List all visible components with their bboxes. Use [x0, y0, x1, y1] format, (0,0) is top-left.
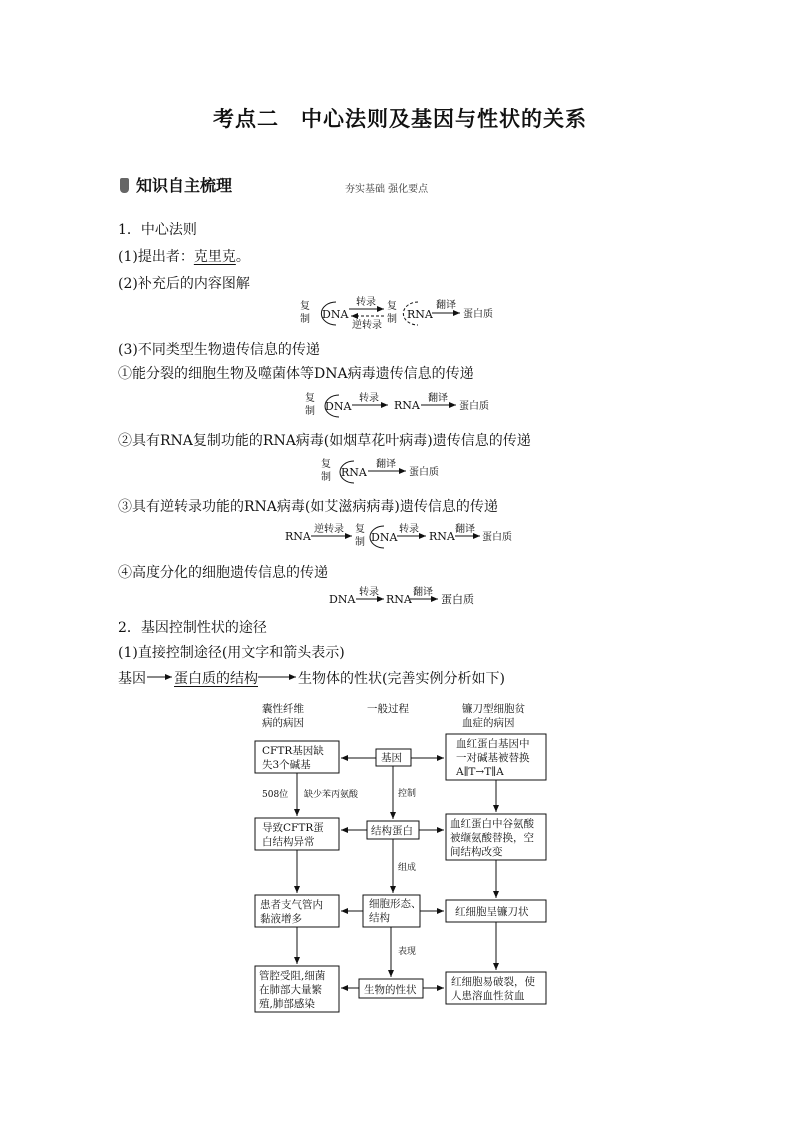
right-2-b: 被缬氨酸替换，空: [450, 832, 534, 844]
dogma-transcription: 转录: [356, 297, 376, 308]
left-label-phe: 缺少苯丙氨酸: [304, 790, 359, 800]
left-2-b: 白结构异常: [262, 836, 315, 848]
dogma-zhi: 制: [300, 314, 310, 325]
full-dogma-diagram: [300, 295, 493, 331]
item-1-heading: 1．中心法则: [118, 222, 197, 238]
left-4-c: 殖,肺部感染: [259, 998, 315, 1010]
left-1-b: 失3个碱基: [262, 759, 311, 771]
flow-header-left-2: 病的病因: [262, 717, 304, 729]
c1-rna: RNA: [394, 399, 420, 412]
c2-protein: 蛋白质: [409, 467, 439, 478]
direct-path-answer: 蛋白质的结构: [174, 671, 258, 687]
left-3-b: 黏液增多: [260, 913, 302, 925]
left-2-a: 导致CFTR蛋: [262, 822, 324, 834]
dogma-fu: 复: [300, 301, 310, 312]
section-heading: 知识自主梳理: [136, 176, 233, 195]
left-1-a: CFTR基因缺: [262, 745, 324, 757]
mid-cell-1: 细胞形态、: [369, 898, 422, 910]
c3-zhi: 制: [355, 537, 365, 548]
c1-dna: DNA: [325, 400, 352, 413]
left-3-a: 患者支气管内: [260, 899, 323, 911]
dogma-zhi-2: 制: [387, 314, 397, 325]
flow-header-right-2: 血症的病因: [462, 717, 515, 729]
mid-label-control: 控制: [398, 789, 417, 799]
c4-transcription: 转录: [359, 587, 379, 598]
right-4-b: 人患溶血性贫血: [451, 990, 525, 1002]
dogma-fu-2: 复: [387, 301, 397, 312]
c3-protein: 蛋白质: [482, 532, 512, 543]
c4-dna: DNA: [329, 593, 356, 606]
case-2: ②具有RNA复制功能的RNA病毒(如烟草花叶病毒)遗传信息的传递: [118, 433, 531, 449]
c3-reverse: 逆转录: [314, 524, 344, 535]
mid-trait: 生物的性状: [364, 984, 417, 996]
dogma-translation: 翻译: [436, 300, 456, 311]
mid-label-express: 表现: [398, 947, 417, 957]
c3-rna-2: RNA: [429, 530, 455, 543]
right-1-c: A∥T→T∥A: [456, 766, 504, 778]
dogma-rna: RNA: [407, 308, 433, 321]
flow-header-left-1: 囊性纤维: [262, 703, 304, 715]
c2-fu: 复: [321, 459, 331, 470]
right-4-a: 红细胞易破裂，使: [451, 976, 535, 988]
flow-header-mid: 一般过程: [367, 703, 409, 715]
dogma-protein: 蛋白质: [463, 309, 493, 320]
mid-cell-2: 结构: [369, 912, 390, 924]
c3-fu: 复: [355, 524, 365, 535]
section-subheading: 夯实基础 强化要点: [345, 184, 429, 195]
direct-path-gene: 基因: [118, 671, 146, 687]
dna-virus-diagram: [305, 391, 489, 417]
item-1-1-prefix: (1)提出者：: [118, 249, 194, 265]
c3-transcription: 转录: [399, 524, 419, 535]
c1-transcription: 转录: [359, 393, 379, 404]
case-3: ③具有逆转录功能的RNA病毒(如艾滋病病毒)遗传信息的传递: [118, 499, 498, 515]
c1-translation: 翻译: [428, 393, 448, 404]
left-label-508: 508位: [262, 790, 289, 800]
c3-translation: 翻译: [455, 524, 475, 535]
item-1-2: (2)补充后的内容图解: [118, 276, 250, 292]
c4-protein: 蛋白质: [441, 593, 474, 606]
c1-fu: 复: [305, 393, 315, 404]
c1-protein: 蛋白质: [459, 401, 489, 412]
right-3: 红细胞呈镰刀状: [455, 906, 529, 918]
mid-protein: 结构蛋白: [371, 825, 413, 837]
item-1-3: (3)不同类型生物遗传信息的传递: [118, 342, 320, 358]
case-1: ①能分裂的细胞生物及噬菌体等DNA病毒遗传信息的传递: [118, 366, 474, 382]
c2-zhi: 制: [321, 472, 331, 483]
c2-translation: 翻译: [376, 459, 396, 470]
case-4: ④高度分化的细胞遗传信息的传递: [118, 565, 328, 581]
rna-replication-diagram: [321, 457, 439, 483]
left-4-b: 在肺部大量繁: [259, 984, 322, 996]
c3-rna: RNA: [285, 530, 311, 543]
mid-gene: 基因: [381, 752, 402, 764]
differentiated-cell-diagram: [329, 585, 474, 606]
c3-dna: DNA: [371, 531, 398, 544]
item-1-1-answer: 克里克: [193, 249, 236, 265]
c4-translation: 翻译: [413, 587, 433, 598]
right-1-a: 血红蛋白基因中: [456, 738, 530, 750]
item-2-heading: 2．基因控制性状的途径: [118, 620, 267, 636]
reverse-transcription-diagram: [285, 522, 512, 548]
c4-rna: RNA: [386, 593, 412, 606]
right-1-b: 一对碱基被替换: [456, 752, 530, 764]
right-2-a: 血红蛋白中谷氨酸: [450, 818, 534, 830]
direct-path-trait: 生物体的性状(完善实例分析如下): [298, 671, 505, 687]
c2-rna: RNA: [341, 466, 367, 479]
mid-label-compose: 组成: [398, 863, 417, 873]
item-2-1: (1)直接控制途径(用文字和箭头表示): [118, 645, 345, 661]
right-2-c: 间结构改变: [450, 846, 503, 858]
flowchart: [255, 702, 546, 1012]
dogma-reverse: 逆转录: [352, 320, 382, 331]
page-title: 考点二 中心法则及基因与性状的关系: [213, 107, 587, 131]
c1-zhi: 制: [305, 406, 315, 417]
dogma-dna: DNA: [322, 308, 349, 321]
item-1-1-suffix: 。: [235, 249, 250, 265]
left-4-a: 管腔受阻,细菌: [259, 970, 326, 982]
flow-header-right-1: 镰刀型细胞贫: [462, 703, 525, 715]
